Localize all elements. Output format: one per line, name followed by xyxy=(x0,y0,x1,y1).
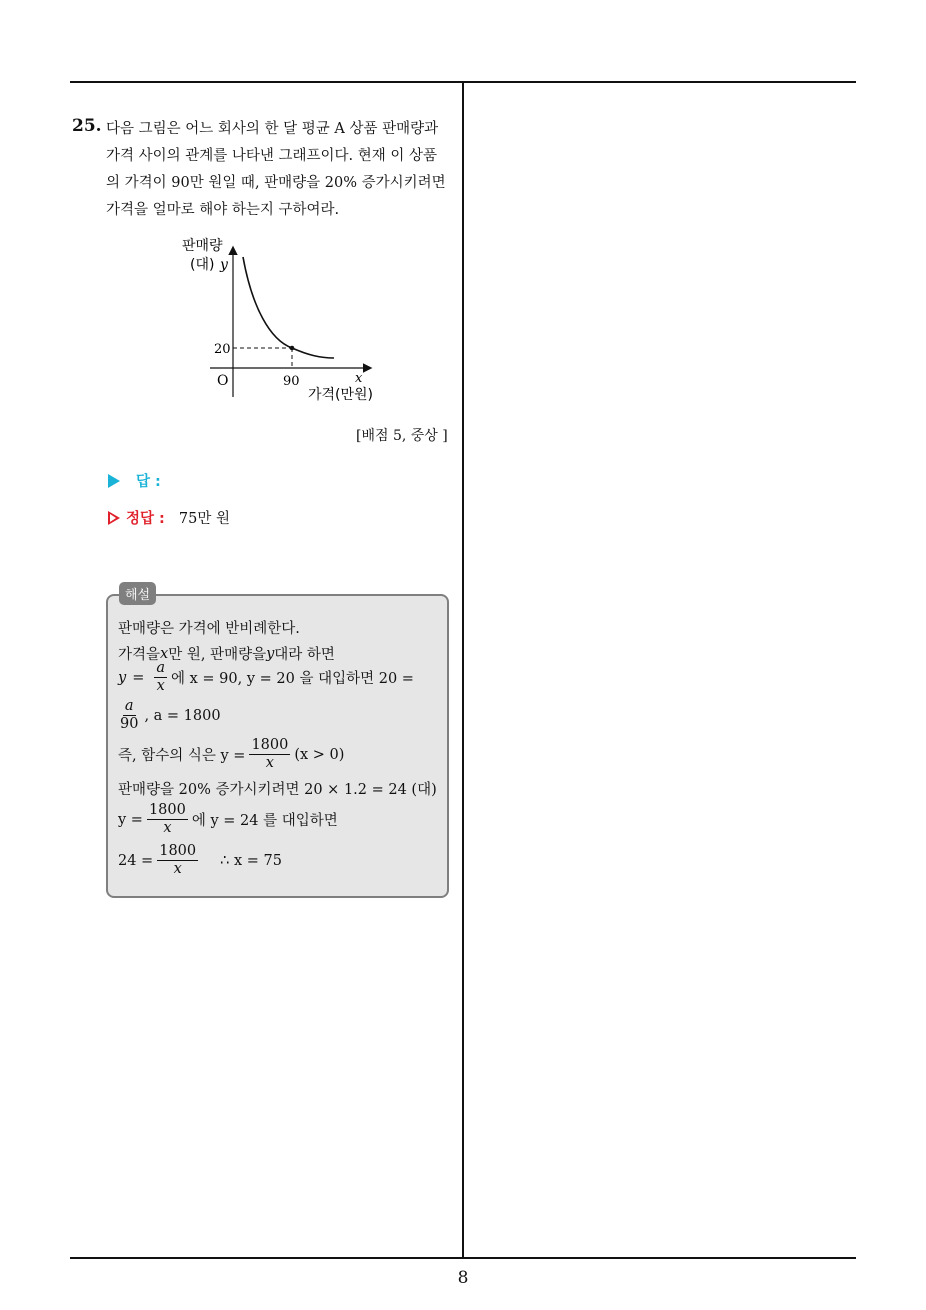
denominator: x xyxy=(265,755,274,771)
curve xyxy=(243,257,334,358)
text: 24 = xyxy=(118,852,154,869)
solution-tab: 해설 xyxy=(119,582,156,605)
question-number: 25. xyxy=(72,116,102,136)
text: , a = 1800 xyxy=(144,707,221,724)
fraction xyxy=(147,802,188,837)
y-axis-title: 판매량 xyxy=(182,238,223,254)
origin-label: O xyxy=(217,373,229,389)
y-variable: y xyxy=(220,257,228,273)
denominator: x xyxy=(156,678,165,694)
question-text xyxy=(106,116,456,224)
question-line: 가격 사이의 관계를 나타낸 그래프이다. 현재 이 상품 xyxy=(106,148,438,164)
text: 만 원, 판매량을 xyxy=(168,647,267,663)
solution-line xyxy=(118,737,344,772)
fraction xyxy=(154,660,167,695)
point xyxy=(290,346,295,351)
equals: = xyxy=(132,669,145,686)
solution-line xyxy=(118,843,282,878)
text: 가격을 xyxy=(118,647,161,663)
text: 즉, 함수의 식은 y = xyxy=(118,748,246,764)
correct-answer-label: 정답 : xyxy=(126,511,165,527)
solution-line: 판매량은 가격에 반비례한다. xyxy=(118,621,300,637)
denominator: 90 xyxy=(120,716,139,732)
text: (x > 0) xyxy=(294,746,345,763)
fraction xyxy=(157,843,198,878)
filled-triangle-icon xyxy=(108,474,120,488)
column-divider xyxy=(462,82,464,1258)
solution-line xyxy=(118,802,338,837)
text: 에 y = 24 를 대입하면 xyxy=(191,813,338,829)
x-axis-title: 가격(만원) xyxy=(308,387,374,403)
solution-line: 판매량을 20% 증가시키려면 20 × 1.2 = 24 (대) xyxy=(118,782,437,798)
var-y: y xyxy=(118,669,127,686)
fraction xyxy=(118,698,140,733)
fraction xyxy=(249,737,290,772)
text: 에 x = 90, y = 20 을 대입하면 20 = xyxy=(171,671,414,687)
solution-line xyxy=(118,698,221,733)
page-number: 8 xyxy=(457,1268,469,1288)
question-line: 다음 그림은 어느 회사의 한 달 평균 A 상품 판매량과 xyxy=(106,121,439,137)
denominator: x xyxy=(173,861,182,877)
numerator: a xyxy=(156,660,166,676)
answer-blank-row xyxy=(108,470,161,491)
question-line: 의 가격이 90만 원일 때, 판매량을 20% 증가시키려면 xyxy=(106,175,446,191)
text: ∴ x = 75 xyxy=(220,852,282,869)
numerator: 1800 xyxy=(251,737,289,753)
x-tick-label: 90 xyxy=(283,374,300,389)
numerator: a xyxy=(124,698,134,714)
numerator: 1800 xyxy=(159,843,197,859)
numerator: 1800 xyxy=(148,802,186,818)
question-line: 가격을 얼마로 해야 하는지 구하여라. xyxy=(106,202,340,218)
y-tick-label: 20 xyxy=(214,342,231,357)
text: 대라 하면 xyxy=(274,647,335,663)
var-y: y xyxy=(266,645,275,662)
correct-answer-row xyxy=(108,507,230,528)
denominator: x xyxy=(163,820,172,836)
inverse-proportion-graph xyxy=(170,232,400,412)
hollow-triangle-icon xyxy=(108,511,120,525)
y-unit-label: (대) xyxy=(190,257,215,273)
solution-line xyxy=(118,660,414,695)
text: y = xyxy=(118,811,143,828)
var-x: x xyxy=(160,645,169,662)
correct-answer-value: 75만 원 xyxy=(178,511,230,527)
x-variable: x xyxy=(355,371,363,386)
score-label: [배점 5, 중상 ] xyxy=(356,428,448,444)
answer-label: 답 : xyxy=(136,474,161,490)
